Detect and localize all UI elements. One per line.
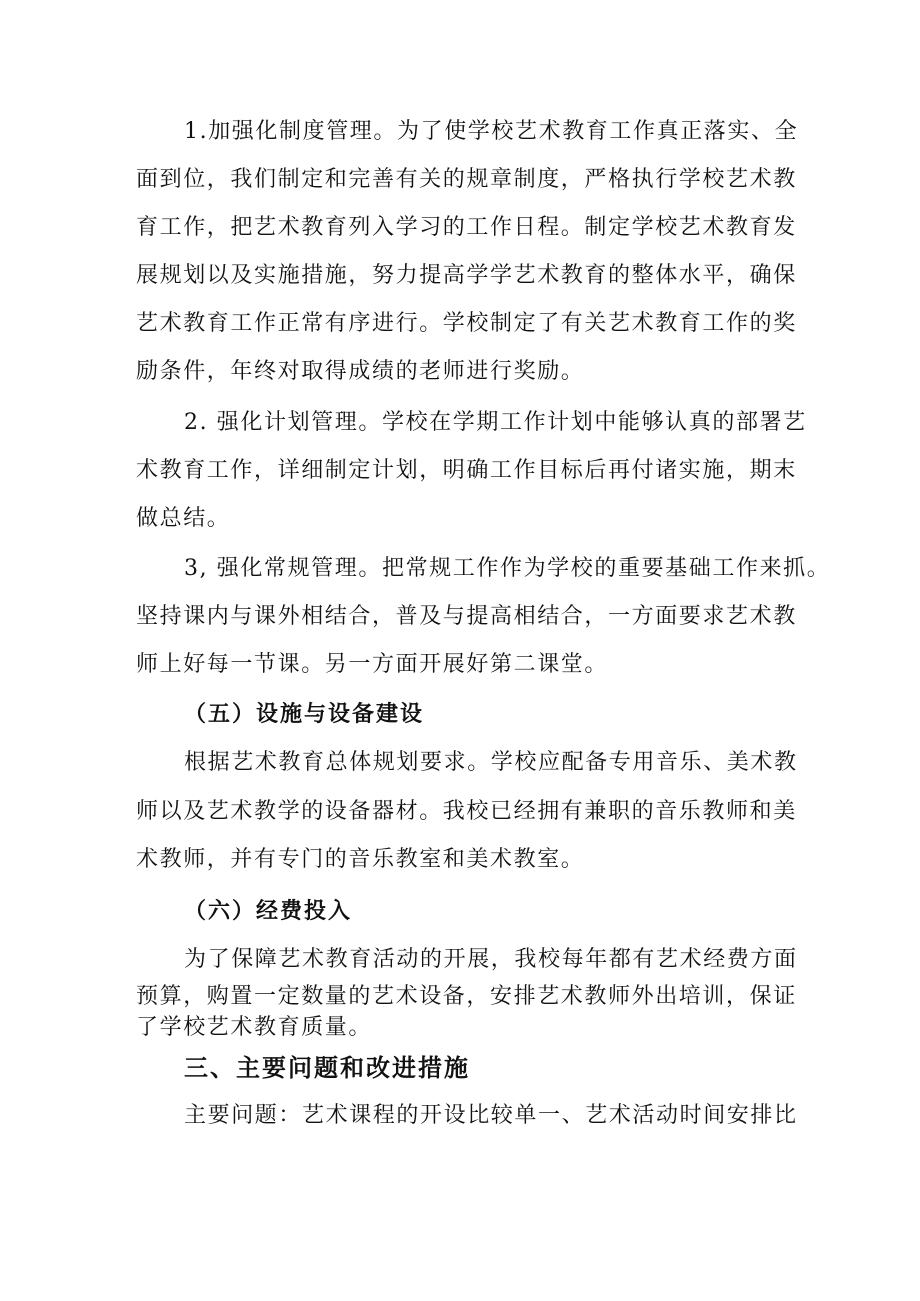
paragraph-2-line-3: 做总结。 xyxy=(136,506,231,531)
paragraph-1-line-6: 励条件，年终对取得成绩的老师进行奖励。 xyxy=(136,359,585,384)
paragraph-5-line-2: 预算，购置一定数量的艺术设备，安排艺术教师外出培训，保证 xyxy=(136,984,797,1009)
paragraph-1-line-3: 育工作，把艺术教育列入学习的工作日程。制定学校艺术教育发 xyxy=(136,215,797,240)
paragraph-4-line-1: 根据艺术教育总体规划要求。学校应配备专用音乐、美术教 xyxy=(184,750,798,775)
paragraph-3-line-3: 师上好每一节课。另一方面开展好第二课堂。 xyxy=(136,652,609,677)
paragraph-3-line-1: 3, 强化常规管理。把常规工作作为学校的重要基础工作来抓。 xyxy=(184,556,831,581)
paragraph-4-line-3: 术教师，并有专门的音乐教室和美术教室。 xyxy=(136,847,585,872)
chapter-heading-3: 三、主要问题和改进措施 xyxy=(184,1053,470,1082)
paragraph-2-line-2: 术教育工作，详细制定计划，明确工作目标后再付诸实施，期末 xyxy=(136,458,797,483)
paragraph-2-line-1: 2. 强化计划管理。学校在学期工作计划中能够认真的部署艺 xyxy=(184,410,807,435)
section-heading-6: （六）经费投入 xyxy=(184,898,353,924)
paragraph-3-line-2: 坚持课内与课外相结合，普及与提高相结合，一方面要求艺术教 xyxy=(136,604,797,629)
paragraph-1-line-5: 艺术教育工作正常有序进行。学校制定了有关艺术教育工作的奖 xyxy=(136,311,797,336)
paragraph-5-line-3: 了学校艺术教育质量。 xyxy=(136,1015,373,1040)
paragraph-1-line-4: 展规划以及实施措施，努力提高学学艺术教育的整体水平，确保 xyxy=(136,263,797,288)
paragraph-5-line-1: 为了保障艺术教育活动的开展，我校每年都有艺术经费方面 xyxy=(184,947,798,972)
paragraph-6-line-1: 主要问题：艺术课程的开设比较单一、艺术活动时间安排比 xyxy=(184,1103,798,1128)
paragraph-1-line-1: 1.加强化制度管理。为了使学校艺术教育工作真正落实、全 xyxy=(184,119,799,144)
section-heading-5: （五）设施与设备建设 xyxy=(184,701,425,727)
paragraph-4-line-2: 师以及艺术教学的设备器材。我校已经拥有兼职的音乐教师和美 xyxy=(136,799,797,824)
paragraph-1-line-2: 面到位，我们制定和完善有关的规章制度，严格执行学校艺术教 xyxy=(136,167,797,192)
